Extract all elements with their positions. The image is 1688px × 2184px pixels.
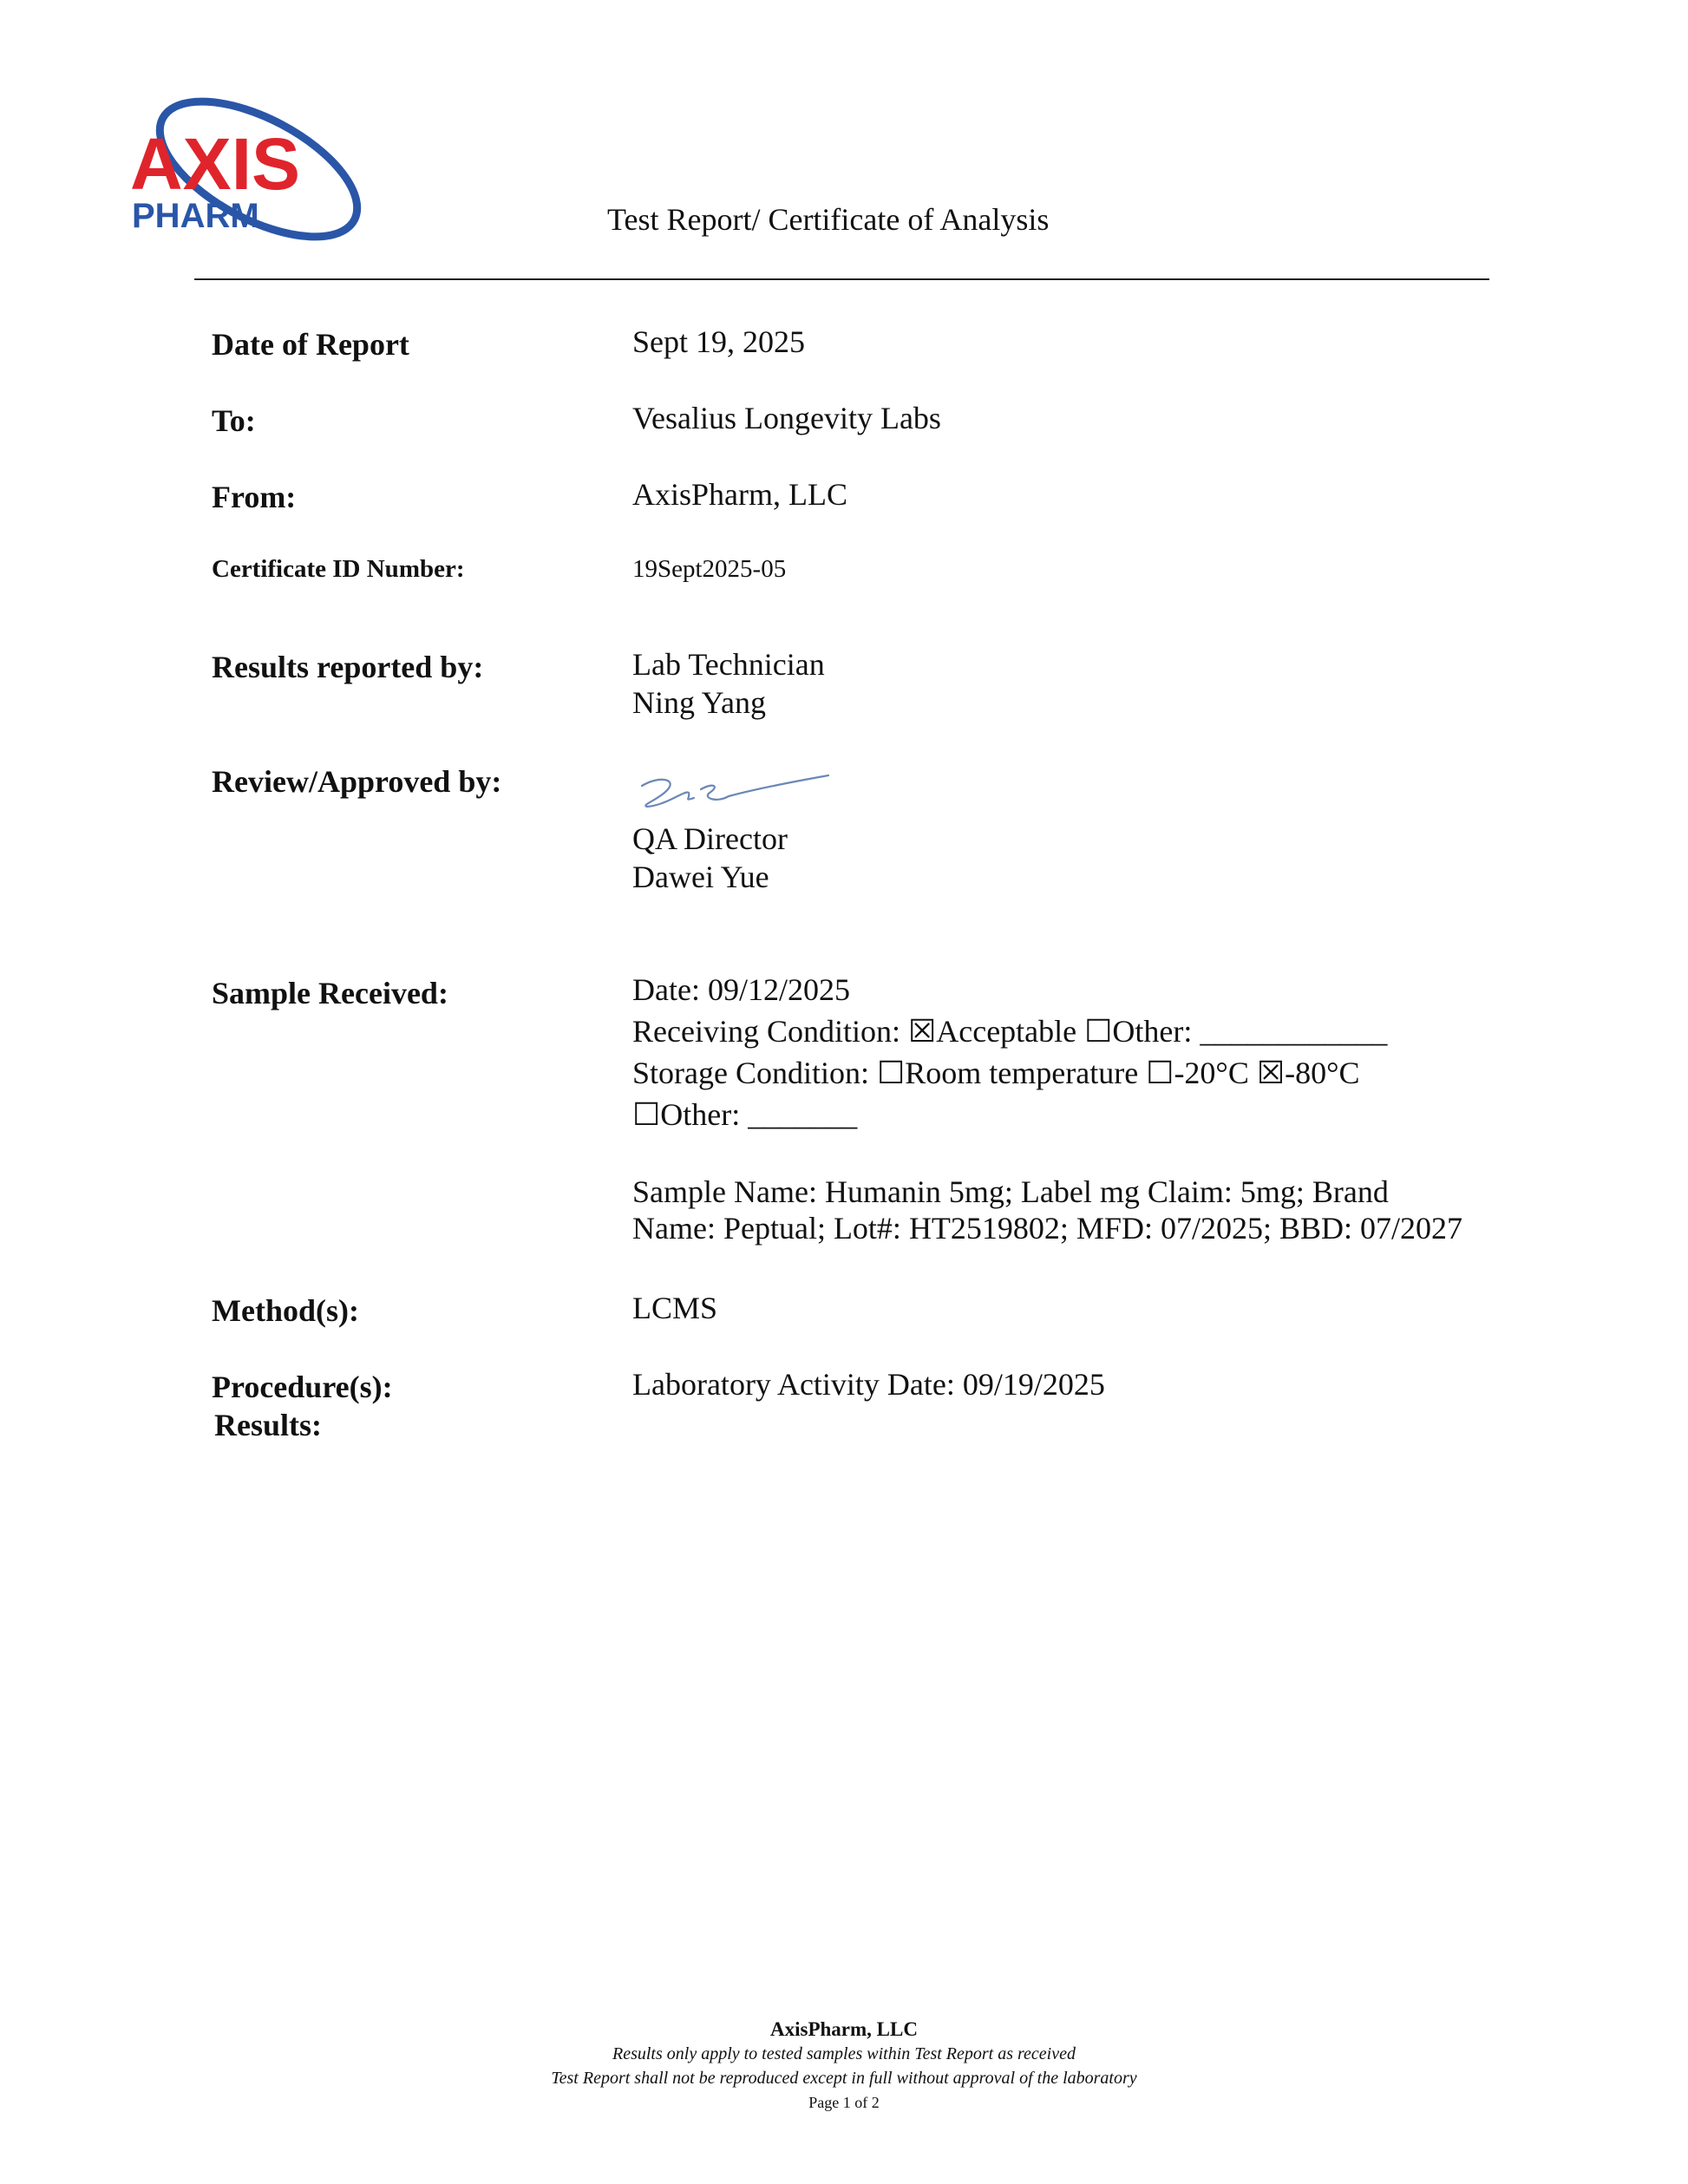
footer-page-number: Page 1 of 2 <box>808 2094 880 2111</box>
approved-by-name: Dawei Yue <box>632 860 769 894</box>
storage-other: ☐Other: _______ <box>632 1097 858 1132</box>
certificate-id-label: Certificate ID Number: <box>212 555 465 583</box>
to-label: To: <box>212 403 256 438</box>
sample-name: Sample Name: Humanin 5mg; Label mg Claim: 5mg; Brand Name: Peptual; Lot#: HT2519802; MFD: 07/2025; BBD: 07/2027 <box>632 1174 1462 1246</box>
storage-condition: Storage Condition: ☐Room temperature ☐-20°C ☒-80°C <box>632 1056 1360 1090</box>
footer-note-1: Results only apply to tested samples within Test Report as received <box>612 2044 1076 2063</box>
footer <box>0 2017 1688 2115</box>
reported-by-name: Ning Yang <box>632 685 767 720</box>
approved-by-label: Review/Approved by: <box>212 764 502 799</box>
page-title: Test Report/ Certificate of Analysis <box>607 202 1050 237</box>
date-of-report-label: Date of Report <box>212 327 409 362</box>
certificate-id-value: 19Sept2025-05 <box>632 555 787 583</box>
methods-value: LCMS <box>632 1291 718 1325</box>
sample-received-label: Sample Received: <box>212 976 448 1010</box>
logo-top-text: AXIS <box>130 123 301 205</box>
logo-bottom-text: PHARM <box>132 197 259 235</box>
receiving-condition: Receiving Condition: ☒Acceptable ☐Other: ____________ <box>632 1014 1388 1049</box>
footer-note-2: Test Report shall not be reproduced except in full without approval of the laboratory <box>551 2069 1137 2088</box>
header-divider <box>194 278 1489 280</box>
footer-company: AxisPharm, LLC <box>770 2018 918 2040</box>
approved-by-title: QA Director <box>632 821 788 856</box>
sample-received-date: Date: 09/12/2025 <box>632 972 850 1007</box>
from-value: AxisPharm, LLC <box>632 477 847 512</box>
signature-image <box>633 770 833 814</box>
procedures-value: Laboratory Activity Date: 09/19/2025 <box>632 1367 1105 1402</box>
to-value: Vesalius Longevity Labs <box>632 401 941 435</box>
from-label: From: <box>212 480 297 514</box>
procedures-label: Procedure(s): <box>212 1370 393 1404</box>
date-of-report-value: Sept 19, 2025 <box>632 324 806 359</box>
reported-by-label: Results reported by: <box>212 650 484 684</box>
methods-label: Method(s): <box>212 1293 359 1328</box>
reported-by-title: Lab Technician <box>632 647 825 682</box>
results-label: Results: <box>214 1408 322 1442</box>
axispharm-logo <box>128 87 380 252</box>
